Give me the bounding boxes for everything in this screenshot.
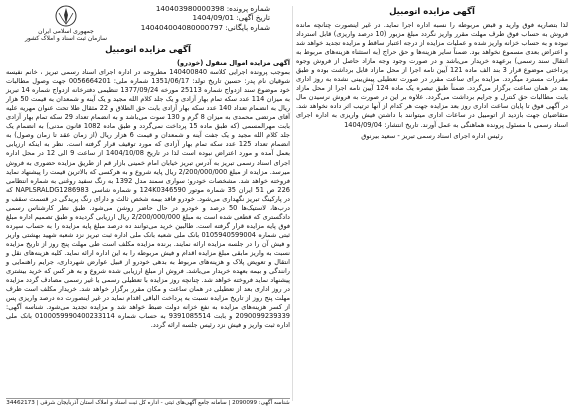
emblem (24, 4, 108, 40)
left-column-heading: آگهی مزایده اتومبیل (105, 45, 191, 55)
left-column (6, 44, 290, 330)
right-column-heading: آگهی مزایده اتومبیل (389, 7, 475, 17)
emblem-top-text: جمهوری اسلامی ایران (38, 28, 94, 35)
right-column-body: لذا بتصاریه فوق وارید و قبض مربوطه را نسبه اداره اجرا نماید. در غیر اینصورت چنانچه مانده فروش به حساب فوق طرف مهلت مقرر واریز نگردد مبلغ مزبور (10 درصد واریزی) قابل استرداد نبوده و به حساب خزانه واریز شده و عملیات مزایده از درجه اعتبار ساقط و مزایده تجدید خواهد شد و اعتراض بعدی مسموع نخواهد بود. ضمناً سایر هزینه‌ها و حق حراج (به استثناء هزینه‌های مربوط به انتقال سند رسمی) برعهده خریدار می‌باشد و در صورت وجود وجه مازاد حاصل از فروش وجوه پرداختی موضوع قرار 3 بند الف ماده 121 آیین نامه اجرا از محل مازاد قابل برداشت بوده و طبق مقررات مسترد میگردد. مزایده برای ساعت مقرر در صورت تعطیلی پیش‌بینی نشده به روز اداری بعد در همان ساعت برگزار می‌گردد. ضمناً طبق تبصره یک ماده 124 آیین نامه اجرا از محل مازاد بابت مطالبات حق کنترل و جرایم برداشت می‌گردد. علاوه بر این در صورت به فروش نرسیدن مال در آگهی فوق تا پایان ساعت اداری روز بعد مزایده جهت هر کدام از آنها ترتیب اثر داده نخواهد شد. متقاضیان جهت بازدید از اتومبیل در ساعات اداری میتوانند با داشتن فیش واریزی به اداره اجرای اسناد رسمی با مسئول پرونده هماهنگی به عمل آورند. تاریخ انتشار: 1404/09/04 (296, 21, 568, 129)
signature-line: رئیس اداره اجرای اسناد رسمی تبریز - سعید بیرنوق (361, 131, 503, 140)
archive-number: شماره بایگانی: 140404004080000797 (140, 22, 270, 32)
emblem-bottom-text: سازمان ثبت اسناد و املاک کشور (24, 35, 108, 42)
left-column-subheading: آگهی مزایده اموال منقول (خودرو) (177, 59, 290, 67)
notice-meta (120, 4, 270, 32)
right-column (296, 6, 568, 141)
file-number: شماره پرونده: 140403980000398 (155, 4, 270, 13)
emblem-icon (46, 4, 86, 28)
column-divider (292, 6, 293, 401)
notice-footer: شناسه آگهی: 2090099 | سامانه جامع آگهی‌های ثبتی - اداره کل ثبت اسناد و املاک استان آذربایجان شرقی | 34462173 (6, 400, 290, 406)
left-column-body: بموجب پرونده اجرایی کلاسه 140400840 مطروحه در اداره اجرای اسناد رسمی تبریز ، خانم نفیسه شوقیان نام پدر: حسین تاریخ تولد: 1351/06/17 شماره ملی: 0056664201 جهت وصول مطالبات خود موضوع سند ازدواج شماره 25113 مورخه 1377/09/24 تنظیمی دفترخانه ازدواج شماره 14 تبریز به میزان 114 عدد سکه تمام بهار آزادی و یک جلد کلام الله مجید و یک آینه و شمعدان به قیمت 50 هزار ریال به انضمام تعداد 140 عدد سکه بهار آزادی بابت حق الطلاق و 22 مثقال طلا تحت عنوان مهریه علیه آقای مرتضی محمدی به میزان 8 گرم و 130 سوت می‌باشد و به انضمام تعداد 29 سکه تمام بهار آزادی بابت مهرالمسمی (که طبق ماده 15 پرداخت نمی‌گردد و طبق ماده 1082 قانون مدنی) به انضمام یک جلد کلام الله مجید و یک جفت آینه و شمعدان و قیمت 6 هزار ریال (از زمان عقد تا زمان وصول) به انضمام تعداد 125 عدد سکه تمام بهار آزادی که مورد توقیف قرار گرفته است. نظر به اینکه ارزیابی بعمل آمده و مورد اعتراض نبوده است لذا در تاریخ 1404/10/08 از ساعت 9 الی 12 در محل اداره اجرای اسناد رسمی تبریز به آدرس تبریز خیابان امام خمینی بازار قم از طریق مزایده حضوری به فروش میرسد. مزایده از مبلغ 2/200/000/000 ریال پایه شروع و به هرکسی که بالاترین قیمت را پیشنهاد نماید فروخته خواهد شد. مشخصات خودرو: سواری سمند مدل 1392 به رنگ سفید روغنی به شماره انتظامی 226 ص 51 ایران 35 شماره موتور 124K0346590 و شماره شاسی NAPLSRALDG1286983 که در پارکینگ تبریز نگهداری می‌شود. خودرو فاقد بیمه شخص ثالث و دارای رنگ پریدگی در قسمت سقف و درب‌ها، لاستیک‌ها 50 درصد و خودرو در حال حاضر روشن می‌شود. طبق نظر کارشناس رسمی دادگستری که قطعی شده است به مبلغ 2/200/000/000 ریال ارزیابی گردیده و طبق تصمیم اداره مبلغ فوق پایه مزایده قرار گرفته است. طالبین خرید می‌توانند ده درصد مبلغ پایه مزایده را به حساب سپرده ثبتی شماره 0105940599004 بانک ملی شعبه بانک ملی اداره ثبت تبریز نزد شعبه شهید بهشتی واریز و فیش آن را در جلسه مزایده ارائه نمایند. برنده مزایده مکلف است طی مهلت پنج روز از تاریخ مزایده نسبت به واریز مابقی مبلغ مزایده اقدام و فیش مربوطه را به این اداره ارائه نماید. کلیه هزینه‌های نقل و انتقال و تعویض پلاک و هزینه‌های مربوط به بدهی خودرو از قبیل عوارض شهرداری، جرایم راهنمایی و رانندگی و بیمه بعهده خریدار می‌باشد. فروش از مبلغ ارزیابی شده شروع و به هر کس که خرید بیشتری پیشنهاد نماید فروخته خواهد شد. چنانچه روز مزایده با تعطیلی رسمی یا غیر رسمی مصادف گردد مزایده در روز اداری بعد از تعطیلی در همان ساعت و مکان مقرر برگزار خواهد شد. خریدار مکلف است ظرف مهلت پنج روز از تاریخ مزایده نسبت به پرداخت الباقی اقدام نماید در غیر اینصورت ده درصد واریزی پس از کسر هزینه‌های مزایده به نفع خزانه دولت ضبط خواهد شد و مزایده تجدید می‌شود. شناسه آگهی: 2090099239339 و بابت 9391085514 به حساب شماره 0100059990400233114 بانک ملی اداره ثبت واریز و فیش نزد رئیس جلسه ارائه گردد. (6, 68, 291, 330)
notice-date: تاریخ آگهی: 1404/09/01 (192, 13, 270, 23)
